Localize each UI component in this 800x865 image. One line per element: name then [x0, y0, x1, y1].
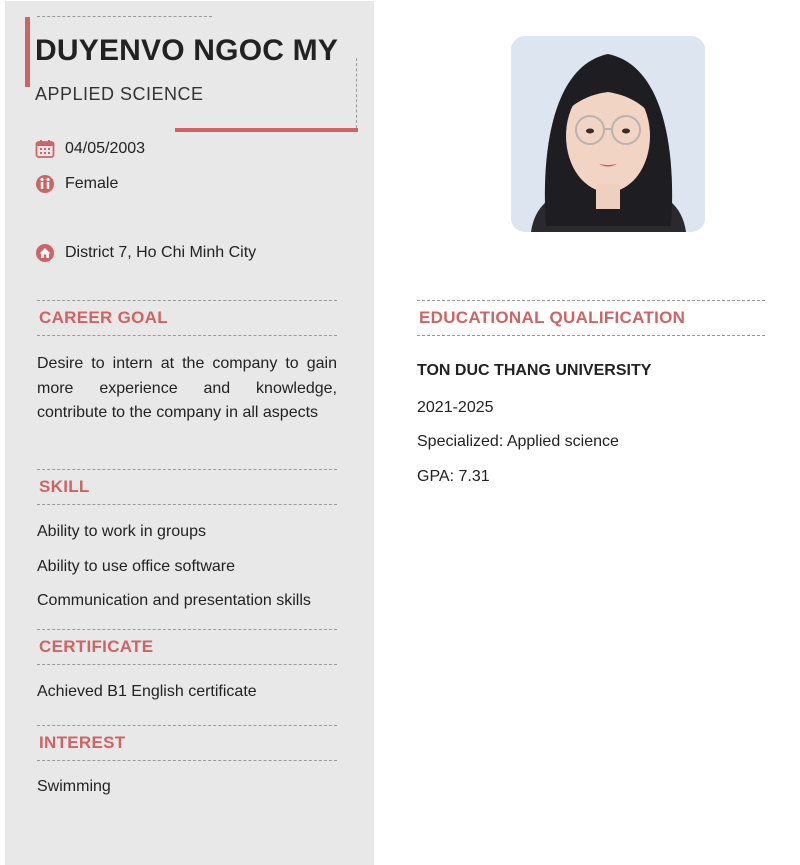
- university-name: TON DUC THANG UNIVERSITY: [417, 362, 652, 379]
- address-row: [35, 242, 256, 264]
- education-years: 2021-2025: [417, 399, 494, 416]
- candidate-name: DUYENVO NGOC MY: [35, 34, 339, 67]
- interest-item: Swimming: [37, 778, 111, 795]
- career-goal-title: CAREER GOAL: [39, 308, 168, 327]
- education-gpa: GPA: 7.31: [417, 468, 490, 485]
- top-divider: [37, 16, 212, 17]
- skill-item: Communication and presentation skills: [37, 592, 311, 609]
- skill-item: Ability to use office software: [37, 558, 236, 575]
- name-accent-bar: [25, 17, 30, 87]
- interest-title: INTEREST: [39, 733, 126, 752]
- career-goal-text: Desire to intern at the company to gain more experience and knowledge, contribute to the company in all aspects: [37, 355, 337, 421]
- gender-row: [35, 173, 118, 195]
- gender-icon: [35, 174, 55, 194]
- education-header: [417, 300, 765, 336]
- dob-text: 04/05/2003: [65, 140, 146, 157]
- portrait-image: [511, 36, 705, 232]
- certificate-header: [37, 629, 337, 665]
- education-specialized: Specialized: Applied science: [417, 433, 619, 450]
- skill-item: Ability to work in groups: [37, 523, 206, 540]
- career-goal-header: [37, 300, 337, 336]
- address-text: District 7, Ho Chi Minh City: [65, 244, 257, 261]
- calendar-icon: [35, 139, 55, 159]
- gender-text: Female: [65, 175, 119, 192]
- dob-row: [35, 138, 145, 160]
- skill-header: [37, 469, 337, 505]
- certificate-item: Achieved B1 English certificate: [37, 683, 257, 700]
- skill-title: SKILL: [39, 477, 90, 496]
- candidate-major: APPLIED SCIENCE: [35, 84, 204, 104]
- education-title: EDUCATIONAL QUALIFICATION: [419, 308, 686, 327]
- interest-header: [37, 725, 337, 761]
- certificate-title: CERTIFICATE: [39, 637, 154, 656]
- header-divider: [356, 58, 357, 128]
- home-icon: [35, 243, 55, 263]
- header-underline: [175, 128, 358, 132]
- profile-photo: [511, 36, 705, 232]
